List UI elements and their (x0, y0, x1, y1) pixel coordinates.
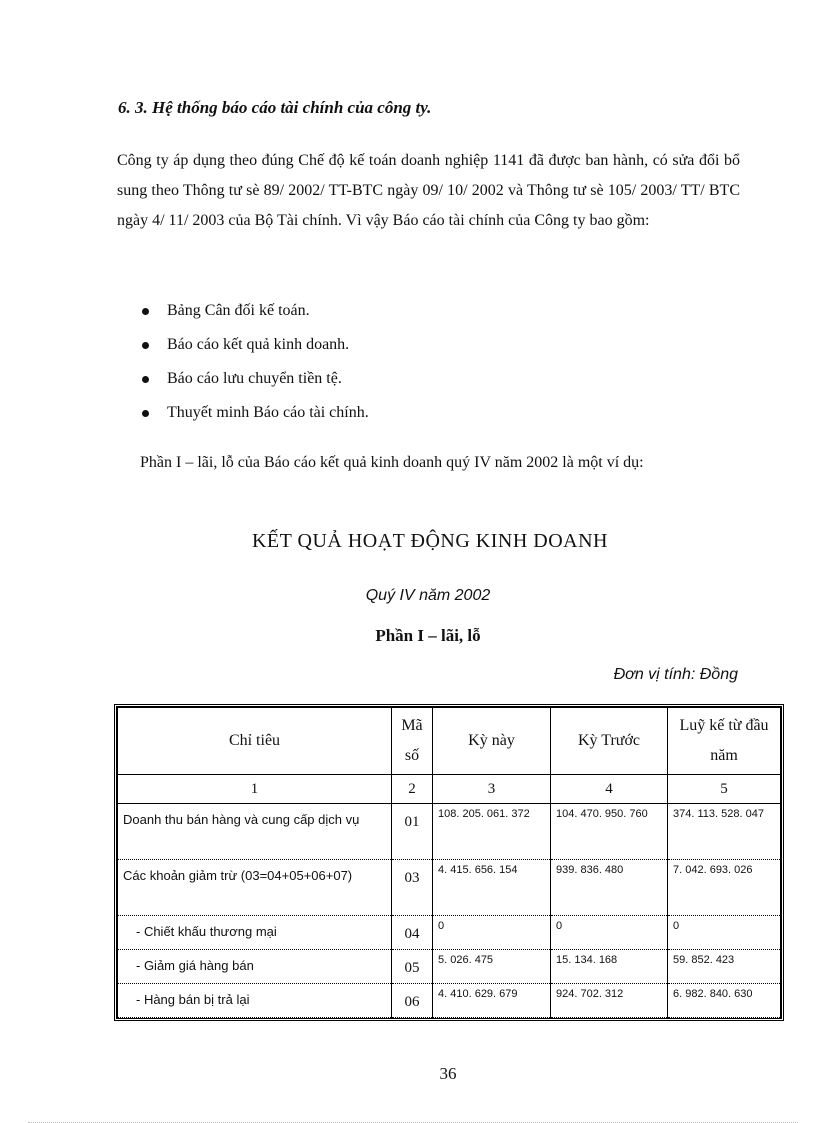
column-header: Kỳ Trước (551, 708, 668, 775)
previous-value: 0 (551, 916, 668, 950)
column-header: Kỳ này (433, 708, 551, 775)
previous-value: 104. 470. 950. 760 (551, 804, 668, 860)
previous-value: 15. 134. 168 (551, 950, 668, 984)
cumulative-value: 374. 113. 528. 047 (668, 804, 781, 860)
bullet-icon (142, 308, 149, 315)
report-title: KẾT QUẢ HOẠT ĐỘNG KINH DOANH (251, 530, 608, 552)
list-item: Thuyết minh Báo cáo tài chính. (140, 396, 369, 430)
previous-value: 939. 836. 480 (551, 860, 668, 916)
list-item: Báo cáo lưu chuyển tiền tệ. (140, 362, 369, 396)
row-label: - Hàng bán bị trả lại (118, 984, 392, 1018)
bullet-icon (142, 410, 149, 417)
list-item: Báo cáo kết quả kinh doanh. (140, 328, 369, 362)
cumulative-value: 0 (668, 916, 781, 950)
bullet-icon (142, 342, 149, 349)
page-number: 36 (439, 1064, 457, 1083)
column-index: 1 (118, 775, 392, 804)
intro-paragraph: Phần I – lãi, lỗ của Báo cáo kết quả kinh doanh quý IV năm 2002 là một ví dụ: (140, 454, 644, 471)
row-label: Các khoản giảm trừ (03=04+05+06+07) (118, 860, 392, 916)
income-statement-table (114, 704, 784, 1021)
cumulative-value: 59. 852. 423 (668, 950, 781, 984)
column-index: 4 (551, 775, 668, 804)
current-value: 5. 026. 475 (433, 950, 551, 984)
cumulative-value: 6. 982. 840. 630 (668, 984, 781, 1018)
row-code: 06 (392, 984, 433, 1018)
row-code: 04 (392, 916, 433, 950)
column-header: Luỹ kế từ đầu năm (668, 708, 781, 775)
column-header: Mã số (392, 708, 433, 775)
row-label: Doanh thu bán hàng và cung cấp dịch vụ (118, 804, 392, 860)
current-value: 0 (433, 916, 551, 950)
current-value: 4. 410. 629. 679 (433, 984, 551, 1018)
cumulative-value: 7. 042. 693. 026 (668, 860, 781, 916)
table-header-row (118, 708, 781, 775)
current-value: 108. 205. 061. 372 (433, 804, 551, 860)
list-item: Bảng Cân đối kế toán. (140, 294, 369, 328)
row-code: 05 (392, 950, 433, 984)
report-part: Phần I – lãi, lỗ (375, 626, 481, 645)
column-index: 3 (433, 775, 551, 804)
table-row (118, 984, 781, 1018)
row-label: - Giảm giá hàng bán (118, 950, 392, 984)
current-value: 4. 415. 656. 154 (433, 860, 551, 916)
report-list (140, 294, 369, 430)
column-index: 2 (392, 775, 433, 804)
column-header: Chỉ tiêu (118, 708, 392, 775)
table-row (118, 916, 781, 950)
table-row (118, 860, 781, 916)
table-row (118, 804, 781, 860)
column-index-row (118, 775, 781, 804)
body-paragraph: Công ty áp dụng theo đúng Chế độ kế toán doanh nghiệp 1141 đã được ban hành, có sửa đổi bổ sung theo Thông tư sè 89/ 2002/ TT-BTC ngày 09/ 10/ 2002 và Thông tư sè 105/ 2003/ TT/ BTC ngày 4/ 11/ 2003 của Bộ Tài chính. Vì vậy Báo cáo tài chính của Công ty bao gồm: (117, 152, 740, 229)
currency-unit: Đơn vị tính: Đồng (613, 666, 738, 683)
table-row (118, 950, 781, 984)
report-period: Quý IV năm 2002 (365, 587, 491, 604)
row-code: 01 (392, 804, 433, 860)
previous-value: 924. 702. 312 (551, 984, 668, 1018)
column-index: 5 (668, 775, 781, 804)
bullet-icon (142, 376, 149, 383)
row-label: - Chiết khấu thương mại (118, 916, 392, 950)
section-heading: 6. 3. Hệ thống báo cáo tài chính của công ty. (118, 98, 432, 117)
row-code: 03 (392, 860, 433, 916)
